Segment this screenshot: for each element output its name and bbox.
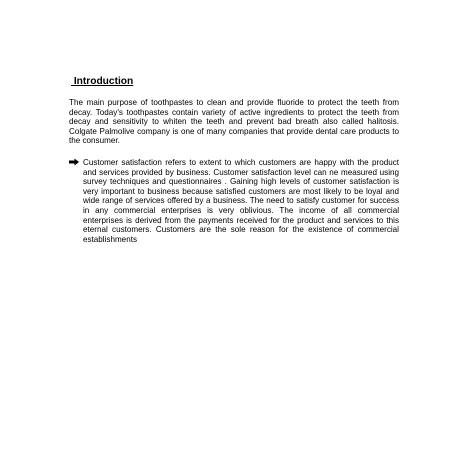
intro-paragraph: The main purpose of toothpastes to clean and provide fluoride to protect the teeth from decay. Today's toothpastes contain variety of active ingredients to protect the teeth from decay and sensitivity to whiten the teeth and prevent bad breath also called halitosis. Colgate Palmolive company is one of many companies that provide dental care products to the consumer. — [69, 98, 399, 146]
section-heading: Introduction — [71, 76, 134, 87]
arrow-bullet-icon — [69, 158, 79, 169]
bullet-text: Customer satisfaction refers to extent to which customers are happy with the product and services provided by business. Customer satisfaction level can ne measured using survey techniques and questionnaires . Gaining high levels of customer satisfaction is very important to business because satisfied customers are most likely to be loyal and wide range of services offered by a business. The need to satisfy customer for success in any commercial enterprises is very oblivious. The income of all commercial enterprises is derived from the payments received for the product and services to this eternal customers. Customers are the sole reason for the existence of commercial establishments — [83, 158, 399, 244]
